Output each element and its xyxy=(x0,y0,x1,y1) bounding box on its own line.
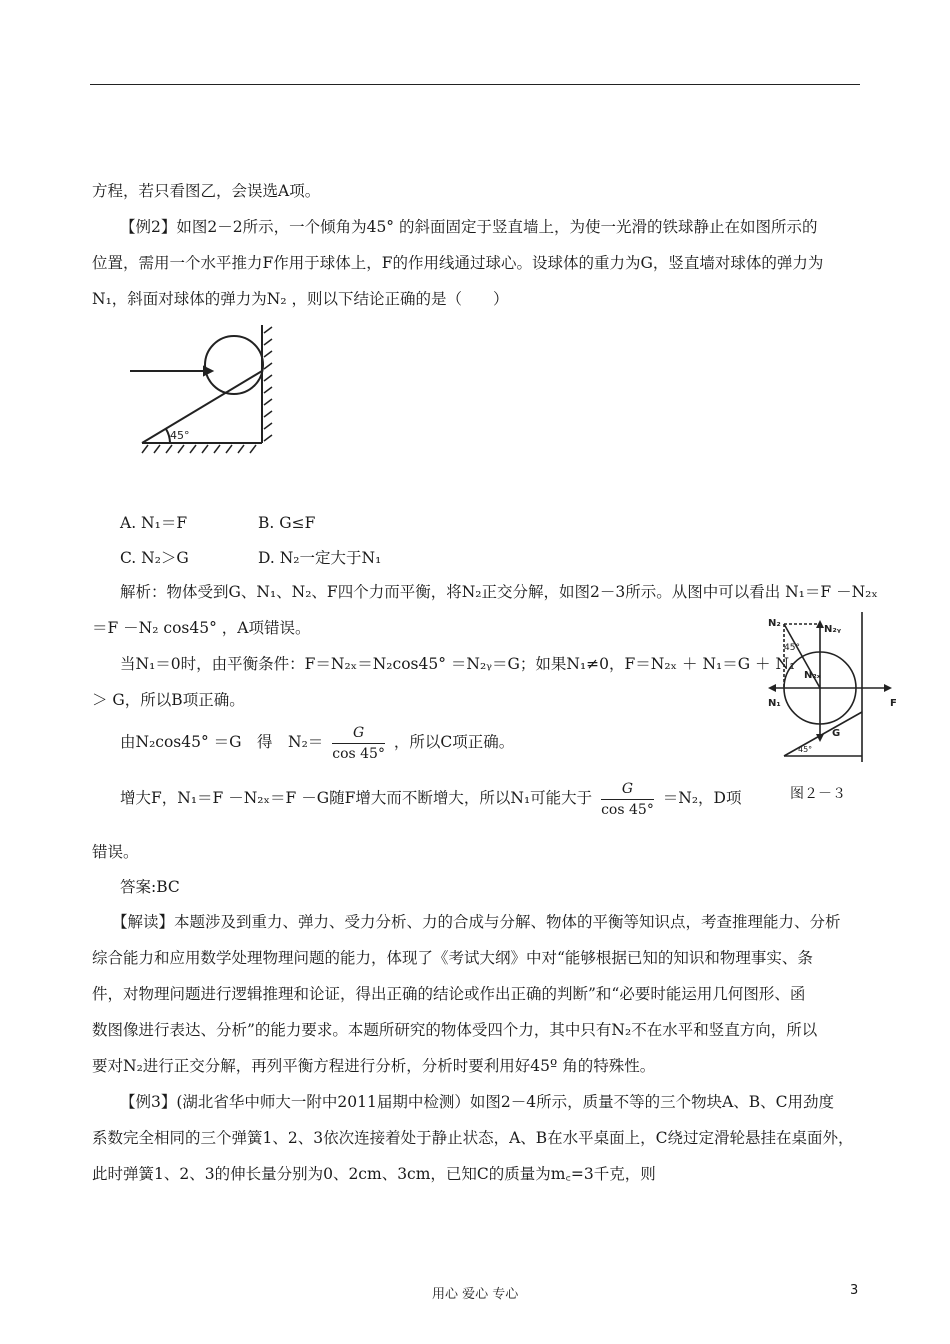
text-line: ＝F －N₂ cos45° ，A项错误。 xyxy=(92,619,311,637)
label-angle-bottom: 45° xyxy=(798,745,813,754)
fraction-denominator: cos 45° xyxy=(332,745,385,762)
label-g: G xyxy=(832,728,841,739)
option-a: A. N₁＝F xyxy=(120,514,188,532)
formula-text: ＝N₂，D项 xyxy=(662,789,742,807)
figure-caption: 图２－３ xyxy=(790,786,846,802)
label-n2y: N₂ᵧ xyxy=(824,624,842,635)
commentary-heading: 【解读】本题涉及到重力、弹力、受力分析、力的合成与分解、物体的平衡等知识点，考查推理能力、分析 xyxy=(112,913,841,931)
text-line: 当N₁＝0时，由平衡条件：F＝N₂ₓ＝N₂cos45° ＝N₂ᵧ＝G；如果N₁≠0，F＝N₂ₓ ＋ N₁＝G ＋ N₁ xyxy=(120,655,796,673)
text-line: 要对N₂进行正交分解，再列平衡方程进行分析，分析时要利用好45º 角的特殊性。 xyxy=(92,1057,656,1075)
example-2-heading: 【例2】如图2－2所示，一个倾角为45° 的斜面固定于竖直墙上，为使一光滑的铁球静止在如图所示的 xyxy=(120,218,818,236)
option-c: C. N₂＞G xyxy=(120,549,189,567)
text-line: 件，对物理问题进行逻辑推理和论证，得出正确的结论或作出正确的判断”和“必要时能运用几何图形、函 xyxy=(92,985,806,1003)
fraction-numerator: G xyxy=(332,723,385,744)
text-line: 错误。 xyxy=(92,843,139,861)
answer: 答案:BC xyxy=(120,878,180,896)
footer-text: 用心 爱心 专心 xyxy=(432,1287,519,1302)
arrowhead xyxy=(884,684,892,692)
label-n2: N₂ xyxy=(768,618,781,629)
fraction xyxy=(601,779,654,820)
formula-text: 由N₂cos45° ＝G 得 N₂＝ xyxy=(120,733,324,751)
label-n1: N₁ xyxy=(768,698,781,709)
formula-text: 增大F，N₁＝F －N₂ₓ＝F －G随F增大而不断增大，所以N₁可能大于 xyxy=(120,789,593,807)
text-line: N₁，斜面对球体的弹力为N₂ ，则以下结论正确的是（ ） xyxy=(92,290,509,308)
page-number: 3 xyxy=(850,1283,859,1298)
example-3-heading: 【例3】(湖北省华中师大一附中2011届期中检测）如图2－4所示，质量不等的三个物块A、B、C用劲度 xyxy=(120,1093,835,1111)
fraction-denominator: cos 45° xyxy=(601,801,654,818)
header-rule xyxy=(90,84,860,85)
label-angle-top: 45° xyxy=(784,643,800,653)
formula-line xyxy=(120,778,741,820)
text-line: 位置，需用一个水平推力F作用于球体上，F的作用线通过球心。设球体的重力为G，竖直墙对球体的弹力为 xyxy=(92,254,824,272)
text-line: 此时弹簧1、2、3的伸长量分别为0、2cm、3cm，已知C的质量为m꜀=3千克，则 xyxy=(92,1165,656,1183)
option-d: D. N₂一定大于N₁ xyxy=(258,549,382,567)
formula-line xyxy=(120,722,514,764)
text-line: 系数完全相同的三个弹簧1、2、3依次连接着处于静止状态，A、B在水平桌面上，C绕过定滑轮悬挂在桌面外， xyxy=(92,1129,854,1147)
fraction xyxy=(332,723,385,764)
angle-label: 45° xyxy=(170,429,190,442)
text-line: 数图像进行表达、分析”的能力要求。本题所研究的物体受四个力，其中只有N₂不在水平和竖直方向，所以 xyxy=(92,1021,818,1039)
figure-ball-incline xyxy=(120,315,290,465)
incline xyxy=(142,371,262,443)
ball xyxy=(205,336,263,394)
text-line: 方程，若只看图乙，会误选A项。 xyxy=(92,182,321,200)
formula-text: ，所以C项正确。 xyxy=(393,733,515,751)
arrowhead xyxy=(816,620,824,628)
arrowhead xyxy=(768,684,776,692)
text-line: ＞ G，所以B项正确。 xyxy=(92,691,245,709)
figure-force-diagram xyxy=(762,612,912,762)
option-b: B. G≤F xyxy=(258,514,316,532)
label-f: F xyxy=(890,698,897,709)
text-line: 解析：物体受到G、N₁、N₂、F四个力而平衡，将N₂正交分解，如图2－3所示。从图中可以看出 N₁＝F －N₂ₓ xyxy=(120,583,878,601)
text-line: 综合能力和应用数学处理物理问题的能力，体现了《考试大纲》中对“能够根据已知的知识和物理事实、条 xyxy=(92,949,813,967)
fraction-numerator: G xyxy=(601,779,654,800)
label-n2x: N₂ₓ xyxy=(804,670,821,681)
